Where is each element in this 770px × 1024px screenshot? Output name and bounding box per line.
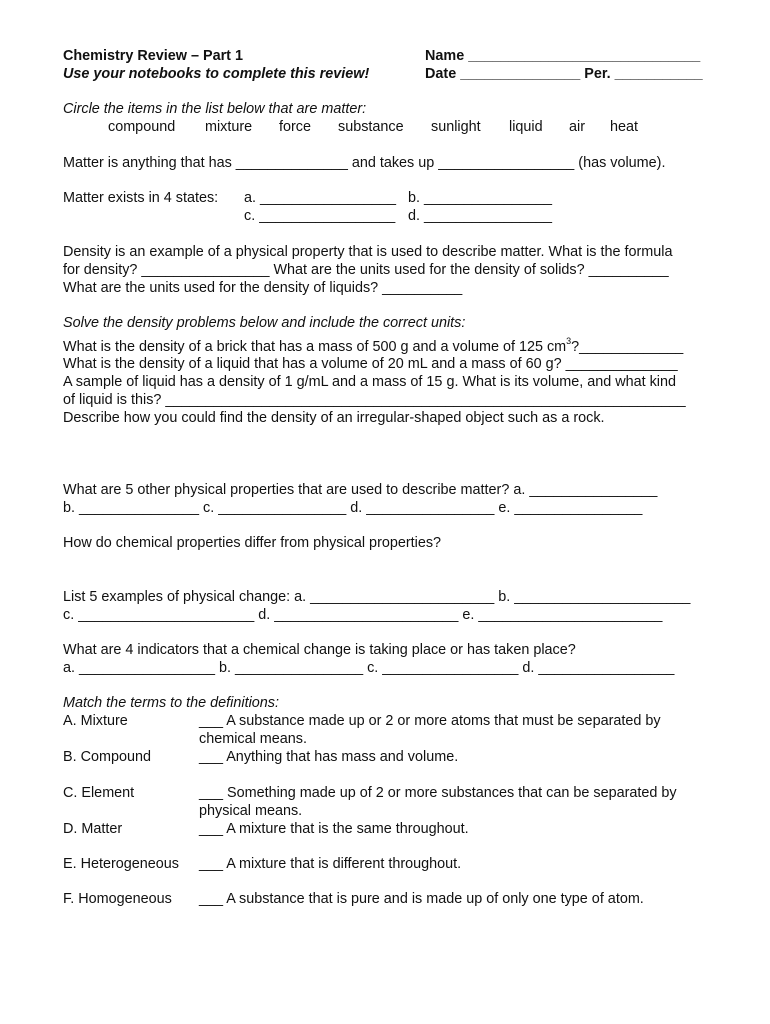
match-term: C. Element (63, 785, 135, 801)
physical-properties-question: What are 5 other physical properties that are used to describe matter? a. ________________ (63, 482, 658, 498)
match-definition: ___ Something made up of 2 or more substances that can be separated by (199, 785, 677, 801)
match-definition: ___ A substance made up or 2 or more atoms that must be separated by (199, 713, 661, 729)
density-problem-3: of liquid is this? _________________________________________________________________ (63, 392, 686, 408)
problems-instruction: Solve the density problems below and include the correct units: (63, 315, 466, 331)
worksheet-title: Chemistry Review – Part 1 (63, 48, 243, 64)
circle-instruction: Circle the items in the list below that are matter: (63, 101, 367, 117)
match-definition: ___ A mixture that is the same throughout. (199, 821, 469, 837)
density-problem-4: Describe how you could find the density of an irregular-shaped object such as a rock. (63, 410, 605, 426)
match-definition: ___ Anything that has mass and volume. (199, 749, 459, 765)
density-text: Density is an example of a physical property that is used to describe matter. What is the formula (63, 244, 673, 260)
states-label: Matter exists in 4 states: (63, 190, 219, 206)
date-period-field: Date _______________ Per. ___________ (425, 66, 703, 82)
state-c: c. _________________ (244, 208, 396, 224)
match-term: B. Compound (63, 749, 151, 765)
density-problem-1: What is the density of a brick that has a mass of 500 g and a volume of 125 $cm^3?\_\_\_\_\_\_\_\_\_\_\_\_\_$ (63, 336, 684, 355)
matter-item: force (279, 119, 311, 135)
state-d: d. ________________ (408, 208, 553, 224)
indicators-question: What are 4 indicators that a chemical change is taking place or has taken place? (63, 642, 576, 658)
density-text: for density? ________________ What are the units used for the density of solids? __________ (63, 262, 669, 278)
state-b: b. ________________ (408, 190, 553, 206)
match-instruction: Match the terms to the definitions: (63, 695, 279, 711)
matter-definition: Matter is anything that has ______________ and takes up _________________ (has volume). (63, 155, 666, 171)
matter-item: air (569, 119, 585, 135)
match-term: D. Matter (63, 821, 123, 837)
match-definition: ___ A mixture that is different throughout. (199, 856, 462, 872)
density-problem-3: A sample of liquid has a density of 1 g/mL and a mass of 15 g. What is its volume, and what kind (63, 374, 676, 390)
indicators-blanks: a. _________________ b. ________________ c. _________________ d. _________________ (63, 660, 675, 676)
match-term: E. Heterogeneous (63, 856, 180, 872)
density-problem-2: What is the density of a liquid that has a volume of 20 mL and a mass of 60 g? ______________ (63, 356, 678, 372)
matter-item: mixture (205, 119, 253, 135)
worksheet-subtitle: Use your notebooks to complete this review! (63, 66, 370, 82)
matter-item: compound (108, 119, 176, 135)
match-definition: physical means. (199, 803, 303, 819)
match-term: F. Homogeneous (63, 891, 172, 907)
matter-item: heat (610, 119, 639, 135)
matter-item: liquid (509, 119, 543, 135)
match-definition: chemical means. (199, 731, 307, 747)
physical-properties-blanks: b. _______________ c. ________________ d. ________________ e. ________________ (63, 500, 643, 516)
matter-item: substance (338, 119, 404, 135)
state-a: a. _________________ (244, 190, 397, 206)
physical-change-blanks: c. ______________________ d. _______________________ e. _______________________ (63, 607, 663, 623)
name-field: Name _____________________________ (425, 48, 701, 64)
matter-item: sunlight (431, 119, 481, 135)
match-definition: ___ A substance that is pure and is made up of only one type of atom. (199, 891, 644, 907)
density-text: What are the units used for the density of liquids? __________ (63, 280, 463, 296)
physical-change-question: List 5 examples of physical change: a. _______________________ b. ______________________ (63, 589, 691, 605)
chemical-difference-question: How do chemical properties differ from physical properties? (63, 535, 442, 551)
match-term: A. Mixture (63, 713, 128, 729)
